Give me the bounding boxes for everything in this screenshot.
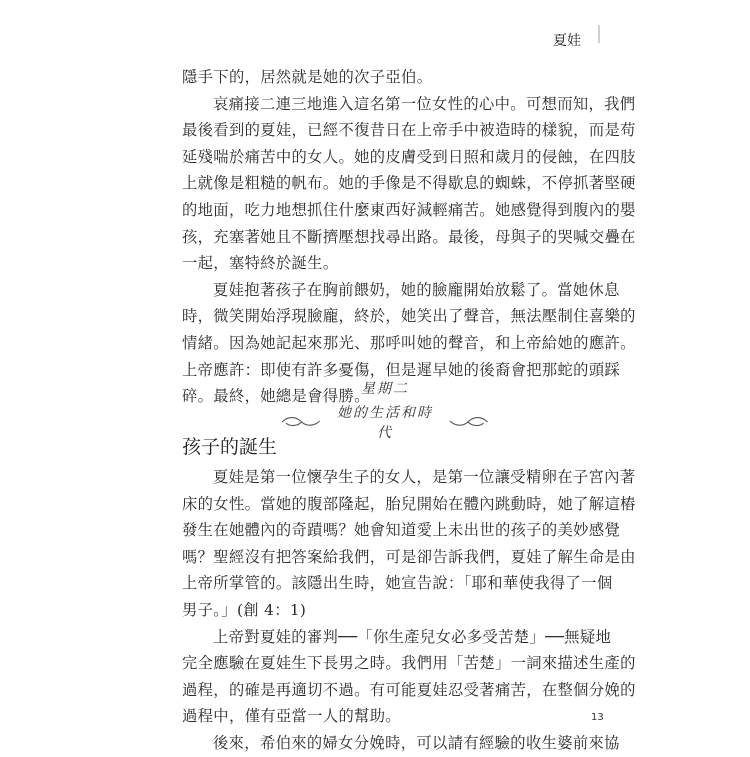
text-line: 過程中，僅有亞當一人的幫助。 (182, 707, 402, 726)
text-line: 最後看到的夏娃，已經不復昔日在上帝手中被造時的樣貌，而是苟 (182, 121, 636, 140)
text-line: 隱手下的，居然就是她的次子亞伯。 (182, 68, 433, 86)
text-line: 碎。最終，她總是會得勝。 (182, 387, 370, 406)
text-line: 孩，充塞著她且不斷擠壓想找尋出路。最後，母與子的哭喊交疊在 (182, 227, 636, 246)
text-line: 上帝對夏娃的審判──「你生產兒女必多受苦楚」──無疑地 (213, 627, 612, 646)
text-line: 夏娃抱著孩子在胸前餵奶，她的臉龐開始放鬆了。當她休息 (213, 280, 620, 299)
running-head: 夏娃 (553, 33, 581, 49)
ornament-day: 星期二 (361, 381, 409, 397)
section-ornament (280, 378, 490, 442)
text-line: 過程，的確是再適切不過。有可能夏娃忍受著痛苦，在整個分娩的 (182, 680, 636, 699)
text-line: 發生在她體內的奇蹟嗎？她會知道愛上未出世的孩子的美妙感覺 (182, 521, 621, 540)
text-line: 床的女性。當她的腹部隆起，胎兒開始在體內跳動時，她了解這樁 (182, 494, 636, 513)
running-head-bar (598, 25, 600, 43)
section1-body (182, 64, 636, 410)
text-line: 上帝應許：即使有許多憂傷，但是遲早她的後裔會把那蛇的頭踩 (182, 360, 621, 379)
text-line: 上帝所掌管的。該隱出生時，她宣告說：「耶和華使我得了一個 (182, 574, 613, 593)
flourish-right-icon (448, 415, 490, 429)
page-number: 13 (591, 712, 604, 723)
text-line: 男子。」(創 4：1) (182, 600, 307, 619)
text-line: 哀痛接二連三地進入這名第一位女性的心中。可想而知，我們 (213, 94, 636, 113)
text-line: 一起，塞特終於誕生。 (182, 254, 339, 273)
text-line: 情緒。因為她記起來那光、那呼叫她的聲音，和上帝給她的應許。 (182, 333, 636, 352)
ornament-subtitle: 她的生活和時代 (337, 405, 433, 441)
text-line: 上就像是粗糙的帆布。她的手像是不得歇息的蜘蛛，不停抓著堅硬 (182, 174, 636, 193)
text-line: 後來，希伯來的婦女分娩時，可以請有經驗的收生婆前來協 (213, 733, 620, 752)
section-heading: 孩子的誕生 (182, 436, 278, 458)
text-line: 完全應驗在夏娃生下長男之時。我們用「苦楚」一詞來描述生產的 (182, 654, 636, 673)
text-line: 延殘喘於痛苦中的女人。她的皮膚受到日照和歲月的侵蝕，在四肢 (182, 147, 636, 166)
text-line: 時，微笑開始浮現臉龐，終於，她笑出了聲音，無法壓制住喜樂的 (182, 307, 636, 326)
text-line: 夏娃是第一位懷孕生子的女人，是第一位讓受精卵在子宮內著 (213, 468, 636, 486)
text-line: 的地面，吃力地想抓住什麼東西好減輕痛苦。她感覺得到腹內的嬰 (182, 200, 636, 219)
text-line: 嗎？聖經沒有把答案給我們，可是卻告訴我們，夏娃了解生命是由 (182, 547, 636, 566)
flourish-left-icon (280, 415, 322, 429)
